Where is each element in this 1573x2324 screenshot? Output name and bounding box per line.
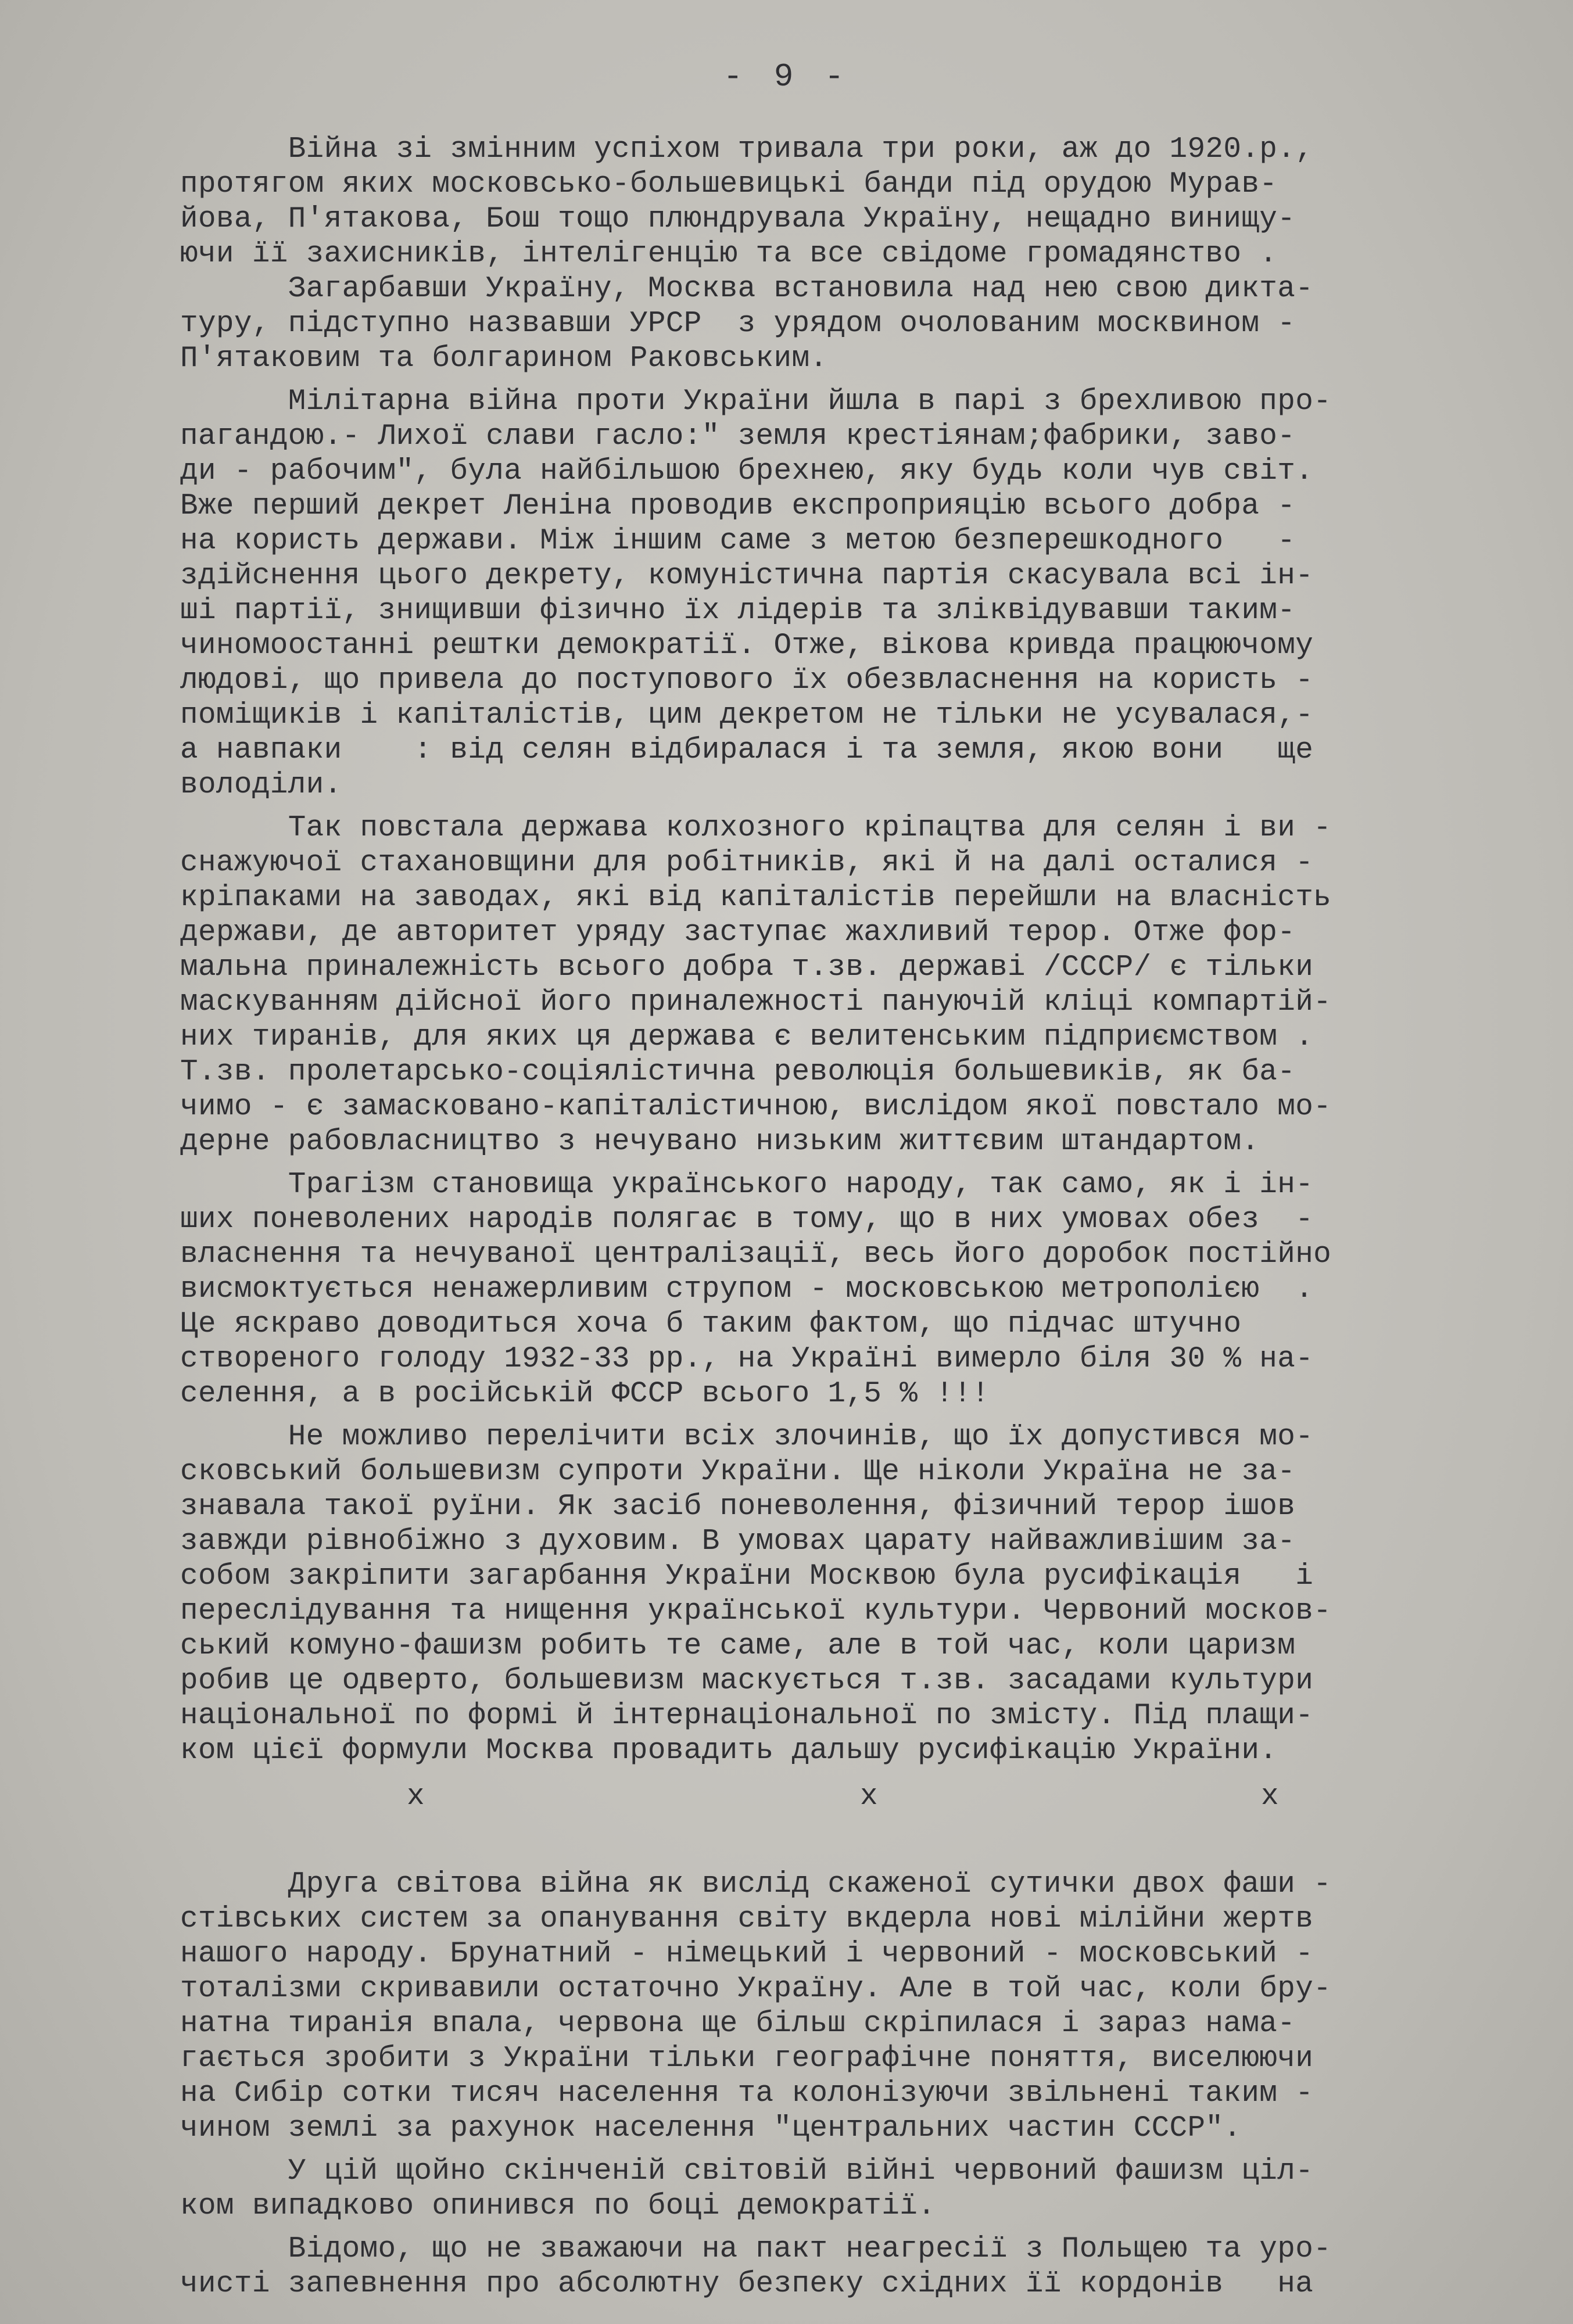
text-line: ші партії, знищивши фізично їх лідерів та зліквідувавши таким- [180,594,1296,627]
text-line: сковський большевизм супроти України. Ще ніколи Україна не за- [180,1455,1296,1489]
separator-mark: x [407,1780,425,1813]
text-line: завжди рівнобіжно з духовим. В умовах царату найважливішим за- [180,1525,1296,1558]
paragraph [180,385,1493,803]
paragraph [180,811,1493,1160]
text-line: на користь держави. Між іншим саме з метою безперешкодного - [180,525,1296,558]
text-line: туру, підступно назвавши УРСР з урядом очолованим москвином - [180,307,1296,340]
text-line: У цій щойно скінченій світовій війні червоний фашизм ціл- [180,2155,1314,2188]
paragraph-gap [180,803,1493,811]
text-line: ючи її захисників, інтелігенцію та все свідоме громадянство . [180,238,1278,271]
text-line: них тиранів, для яких ця держава є велитенським підприємством . [180,1021,1314,1054]
text-line: Це яскраво доводиться хоча б таким фактом, що підчас штучно [180,1308,1242,1341]
separator-mark: x [1261,1780,1279,1813]
text-line: висмоктується ненажерливим струпом - московською метрополією . [180,1273,1314,1306]
text-line: створеного голоду 1932-33 рр., на Україні вимерло біля 30 % на- [180,1343,1314,1376]
text-line: дерне рабовласництво з нечувано низьким життєвим штандартом. [180,1125,1260,1159]
text-line: натна тиранія впала, червона ще більш скріпилася і зараз нама- [180,2007,1296,2040]
document-body [180,132,1493,2302]
text-line: робив це одверто, большевизм маскується т.зв. засадами культури [180,1665,1314,1698]
text-line: ком цієї формули Москва провадить дальшу русифікацію України. [180,1734,1278,1767]
text-line: власнення та нечуваної централізації, весь його доробок постійно [180,1238,1332,1271]
paragraph [180,2154,1493,2224]
text-after-separator [180,1867,1493,2302]
text-line: поміщиків і капіталістів, цим декретом не тільки не усувалася,- [180,699,1314,732]
text-line: людові, що привела до поступового їх обезвласнення на користь - [180,664,1314,697]
paragraph-gap [180,2146,1493,2154]
section-separator [180,1780,1493,1827]
text-line: Т.зв. пролетарсько-соціялістична революція большевиків, як ба- [180,1056,1296,1089]
text-line: знавала такої руїни. Як засіб поневолення, фізичний терор ішов [180,1490,1296,1523]
text-line: національної по формі й інтернаціональної по змісту. Під плащи- [180,1699,1314,1733]
text-line: нашого народу. Брунатний - німецький і червоний - московський - [180,1938,1314,1971]
paragraph [180,2232,1493,2302]
text-line: пагандою.- Лихої слави гасло:" земля крестіянам;фабрики, заво- [180,420,1296,453]
text-line: собом закріпити загарбання України Москвою була русифікація і [180,1560,1314,1593]
text-line: чисті запевнення про абсолютну безпеку східних її кордонів на [180,2268,1314,2301]
text-line: Не можливо перелічити всіх злочинів, що їх допустився мо- [180,1421,1314,1454]
text-line: Відомо, що не зважаючи на пакт неагресії з Польщею та уро- [180,2233,1332,2266]
text-line: снажуючої стахановщини для робітників, які й на далі осталися - [180,847,1314,880]
text-line: маскуванням дійсної його приналежності пануючій кліці компартій- [180,986,1332,1019]
page-number: - 9 - [723,58,850,95]
paragraph [180,1867,1493,2146]
text-line: протягом яких московсько-большевицькі банди під орудою Мурав- [180,168,1278,201]
paragraph [180,132,1493,376]
text-line: ський комуно-фашизм робить те саме, але в той час, коли царизм [180,1630,1296,1663]
text-line: стівських систем за опанування світу вкдерла нові мілійни жертв [180,1903,1314,1936]
separator-mark: x [860,1780,878,1813]
text-line: Загарбавши Україну, Москва встановила над нею свою дикта- [180,272,1314,306]
text-line: П'ятаковим та болгарином Раковським. [180,342,828,375]
text-line: а навпаки : від селян відбиралася і та земля, якою вони ще [180,734,1314,767]
text-line: Війна зі змінним успіхом тривала три роки, аж до 1920.р., [180,133,1314,166]
text-line: Так повстала держава колхозного кріпацтва для селян і ви - [180,812,1332,845]
text-line: ших поневолених народів полягає в тому, що в них умовах обез - [180,1203,1314,1236]
paragraph [180,1168,1493,1412]
text-line: чином землі за рахунок населення "центральних частин СССР". [180,2112,1242,2145]
text-line: ком випадково опинився по боці демократії. [180,2190,936,2223]
text-line: чиномоостанні рештки демократії. Отже, вікова кривда працюючому [180,629,1314,662]
paragraph-gap [180,2224,1493,2232]
paragraph-gap [180,376,1493,385]
text-line: мальна приналежність всього добра т.зв. державі /СССР/ є тільки [180,951,1314,984]
paragraph-gap [180,1160,1493,1168]
text-line: на Сибір сотки тисяч населення та колонізуючи звільнені таким - [180,2077,1314,2110]
paragraph-gap [180,1412,1493,1420]
text-line: йова, П'ятакова, Бош тощо плюндрувала Україну, нещадно винищу- [180,203,1296,236]
text-line: володіли. [180,769,342,802]
text-line: гається зробити з України тільки географічне поняття, виселюючи [180,2042,1314,2075]
text-line: Мілітарна війна проти України йшла в парі з брехливою про- [180,385,1332,418]
text-line: Вже перший декрет Леніна проводив експроприяцію всього добра - [180,490,1296,523]
paragraph [180,1420,1493,1769]
text-line: держави, де авторитет уряду заступає жахливий терор. Отже фор- [180,916,1296,949]
text-line: здійснення цього декрету, комуністична партія скасувала всі ін- [180,560,1314,593]
text-line: селення, а в російській ФССР всього 1,5 % !!! [180,1378,990,1411]
text-before-separator [180,132,1493,1769]
text-line: Друга світова війна як вислід скаженої сутички двох фаши - [180,1868,1332,1901]
text-line: кріпаками на заводах, які від капіталістів перейшли на власність [180,881,1332,914]
text-line: переслідування та нищення української культури. Червоний москов- [180,1595,1332,1628]
text-line: чимо - є замасковано-капіталістичною, вислідом якої повстало мо- [180,1091,1332,1124]
text-line: ди - рабочим", була найбільшою брехнею, яку будь коли чув світ. [180,455,1314,488]
text-line: тоталізми скривавили остаточно Україну. Але в той час, коли бру- [180,1972,1332,2006]
text-line: Трагізм становища українського народу, так само, як і ін- [180,1168,1314,1202]
